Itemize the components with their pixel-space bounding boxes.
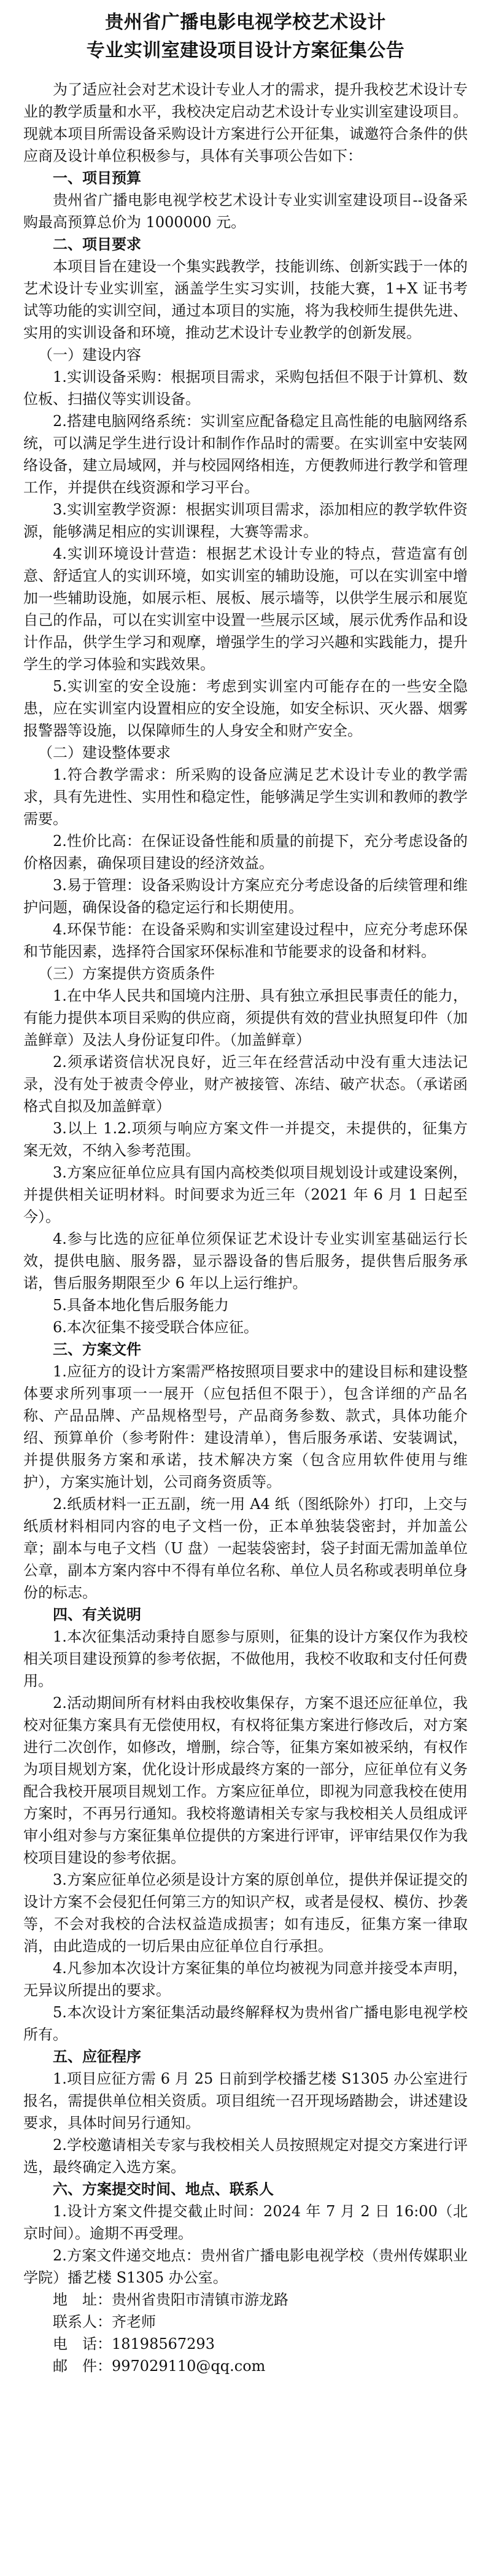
qualification-item-7: 6.本次征集不接受联合体应征。 — [53, 1319, 258, 1336]
qualification-item-5: 4.参与比选的应征单位须保证艺术设计专业实训室基础运行长效，提供电脑、服务器，显示器设备的售后服务，提供售后服务承诺，售后服务期限至少 6 年以上运行维护。 — [23, 1230, 468, 1292]
section-heading-submission: 六、方案提交时间、地点、联系人 — [53, 2180, 274, 2198]
notes-item-5: 5.本次设计方案征集活动最终解释权为贵州省广播电影电视学校所有。 — [23, 2004, 468, 2043]
qualification-item-4: 3.方案应征单位应具有国内高校类似项目规划设计或建设案例，并提供相关证明材料。时间要求为近三年（2021 年 6 月 1 日起至今）。 — [23, 1164, 468, 1225]
documents-item-1: 1.应征方的设计方案需严格按照项目要求中的建设目标和建设整体要求所列事项一一展开（应包括但不限于），包含详细的产品名称、产品品牌、产品规格型号，产品商务参数、款式，具体功能介绍、预算单价（参考附件：建设清单），售后服务承诺、安装调试，并提供服务方案和承诺，技术解决方案（包含应用软件使用与维护），方案实施计划，公司商务资质等。 — [23, 1363, 468, 1491]
contact-email — [23, 2355, 468, 2377]
section-requirements — [23, 233, 468, 1338]
procedure-item-1: 1.项目应征方需 6 月 25 日前到学校播艺楼 S1305 办公室进行报名，需提供单位相关资质。项目组统一召开现场踏勘会，讲述建设要求，具体时间另行通知。 — [23, 2070, 468, 2132]
budget-text: 贵州省广播电影电视学校艺术设计专业实训室建设项目--设备采购最高预算总价为 1000000 元。 — [23, 192, 468, 231]
subheading-construction-content: （一）建设内容 — [38, 346, 141, 363]
notes-item-3: 3.方案应征单位必须是设计方案的原创单位，提供并保证提交的设计方案不会侵犯任何第三方的知识产权，或者是侵权、模仿、抄袭等，不会对我校的合法权益造成损害；如有违反，征集方案一律取消，由此造成的一切后果由应征单位自行承担。 — [23, 1871, 468, 1955]
contact-phone-label: 电 话： — [53, 2335, 112, 2353]
subheading-qualification: （三）方案提供方资质条件 — [38, 965, 215, 982]
contact-person — [23, 2311, 468, 2333]
documents-item-2: 2.纸质材料一正五副，统一用 A4 纸（图纸除外）打印，上交与纸质材料相同内容的电子文档一份，正本单独装袋密封，并加盖公章；副本与电子文档（U 盘）一起装袋密封，袋子封面无需加盖单位公章，副本方案内容中不得有单位名称、单位人员名称或表明单位身份的标志。 — [23, 1496, 468, 1601]
overall-item-3: 3.易于管理：设备采购设计方案应充分考虑设备的后续管理和维护问题，确保设备的稳定运行和长期使用。 — [23, 877, 468, 916]
qualification-item-3: 3.以上 1.2.项须与响应方案文件一并提交，未提供的，征集方案无效，不纳入参考范围。 — [23, 1120, 468, 1159]
section-budget — [23, 167, 468, 233]
content-item-5: 5.实训室的安全设施：考虑到实训室内可能存在的一些安全隐患，应在实训室内设置相应的安全设施，如安全标识、灭火器、烟雾报警器等设施，以保障师生的人身安全和财产安全。 — [23, 678, 468, 739]
section-notes — [23, 1604, 468, 2046]
section-submission — [23, 2178, 468, 2377]
contact-phone-value: 18198567293 — [112, 2335, 215, 2353]
qualification-item-1: 1.在中华人民共和国境内注册、具有独立承担民事责任的能力，有能力提供本项目采购的供应商，须提供有效的营业执照复印件（加盖鲜章）及法人身份证复印件。（加盖鲜章） — [23, 987, 468, 1049]
notes-item-2: 2.活动期间所有材料由我校收集保存，方案不退还应征单位，我校对征集方案具有无偿使用权，有权将征集方案进行修改后，对方案进行二次创作，如修改，增删，综合等，征集方案如被采纳，有权作为项目规划方案，优化设计形成最终方案的一部分，应征单位有义务配合我校开展项目规划工作。方案应征单位，即视为同意我校在使用方案时，不再另行通知。我校将邀请相关专家与我校相关人员组成评审小组对参与方案征集单位提供的方案进行评审，评审结果仅作为我校项目建设的参考依据。 — [23, 1694, 468, 1866]
content-item-3: 3.实训室教学资源：根据实训项目需求，添加相应的教学软件资源，能够满足相应的实训课程，大赛等需求。 — [23, 501, 468, 540]
section-heading-procedure: 五、应征程序 — [53, 2047, 141, 2065]
overall-item-2: 2.性价比高：在保证设备性能和质量的前提下，充分考虑设备的价格因素，确保项目建设的经济效益。 — [23, 832, 468, 872]
section-heading-budget: 一、项目预算 — [53, 169, 141, 187]
overall-item-4: 4.环保节能：在设备采购和实训室建设过程中，应充分考虑环保和节能因素，选择符合国家环保标准和节能要求的设备和材料。 — [23, 921, 468, 960]
contact-address — [23, 2289, 468, 2311]
notice-title-line-1: 贵州省广播电影电视学校艺术设计 — [105, 12, 386, 33]
contact-email-value: 997029110@qq.com — [112, 2357, 266, 2375]
content-item-2: 2.搭建电脑网络系统：实训室应配备稳定且高性能的电脑网络系统，可以满足学生进行设计和制作作品时的需要。在实训室中安装网络设备，建立局域网，并与校园网络相连，方便教师进行教学和管理工作，并提供在线资源和学习平台。 — [23, 413, 468, 496]
overall-item-1: 1.符合教学需求：所采购的设备应满足艺术设计专业的教学需求，具有先进性、实用性和稳定性，能够满足学生实训和教师的教学需要。 — [23, 766, 468, 828]
contact-address-label: 地 址： — [53, 2291, 112, 2308]
notes-item-1: 1.本次征集活动秉持自愿参与原则，征集的设计方案仅作为我校相关项目建设预算的参考依据，不做他用，我校不收取和支付任何费用。 — [23, 1628, 468, 1690]
submission-item-2: 2.方案文件递交地点：贵州省广播电影电视学校（贵州传媒职业学院）播艺楼 S1305 办公室。 — [23, 2247, 468, 2286]
intro-paragraph: 为了适应社会对艺术设计专业人才的需求，提升我校艺术设计专业的教学质量和水平，我校决定启动艺术设计专业实训室建设项目。现就本项目所需设备采购设计方案进行公开征集，诚邀符合条件的供应商及设计单位积极参与，具体有关事项公告如下： — [23, 81, 468, 165]
contact-person-value: 齐老师 — [112, 2313, 156, 2330]
contact-phone — [23, 2333, 468, 2355]
procedure-item-2: 2.学校邀请相关专家与我校相关人员按照规定对提交方案进行评选，最终确定入选方案。 — [23, 2136, 468, 2176]
subheading-overall-requirements: （二）建设整体要求 — [38, 744, 171, 761]
contact-email-label: 邮 件： — [53, 2357, 112, 2375]
notes-item-4: 4.凡参加本次设计方案征集的单位均被视为同意并接受本声明，无异议所提出的要求。 — [23, 1960, 468, 1999]
qualification-item-6: 5.具备本地化售后服务能力 — [53, 1297, 229, 1314]
section-procedure — [23, 2046, 468, 2178]
qualification-item-2: 2.须承诺资信状况良好，近三年在经营活动中没有重大违法记录，没有处于被责令停业，财产被接管、冻结、破产状态。（承诺函格式自拟及加盖鲜章） — [23, 1053, 468, 1115]
contact-person-label: 联系人： — [53, 2313, 112, 2330]
submission-item-1: 1.设计方案文件提交截止时间：2024 年 7 月 2 日 16:00（北京时间）。逾期不再受理。 — [23, 2203, 468, 2242]
content-item-4: 4.实训环境设计营造：根据艺术设计专业的特点，营造富有创意、舒适宜人的实训环境，如实训室的辅助设施，可以在实训室中增加一些辅助设施，如展示柜、展板、展示墙等，以供学生展示和展览自己的作品，可以在实训室中设置一些展示区域，展示优秀作品和设计作品，供学生学习和观摩，增强学生的学习兴趣和实践能力，提升学生的学习体验和实践效果。 — [23, 545, 468, 673]
section-documents — [23, 1338, 468, 1604]
content-item-1: 1.实训设备采购：根据项目需求，采购包括但不限于计算机、数位板、扫描仪等实训设备。 — [23, 368, 468, 408]
section-heading-requirements: 二、项目要求 — [53, 235, 141, 253]
notice-header — [23, 9, 468, 65]
section-heading-notes: 四、有关说明 — [53, 1605, 141, 1623]
section-heading-documents: 三、方案文件 — [53, 1340, 141, 1358]
notice-title-line-2: 专业实训室建设项目设计方案征集公告 — [86, 40, 405, 61]
requirements-text: 本项目旨在建设一个集实践教学，技能训练、创新实践于一体的艺术设计专业实训室，涵盖学生实习实训，技能大赛，1+X 证书考试等功能的实训空间，通过本项目的实施，将为我校师生提供先进、实用的实训设备和环境，推动艺术设计专业教学的创新发展。 — [23, 258, 468, 341]
contact-address-value: 贵州省贵阳市清镇市游龙路 — [112, 2291, 288, 2308]
